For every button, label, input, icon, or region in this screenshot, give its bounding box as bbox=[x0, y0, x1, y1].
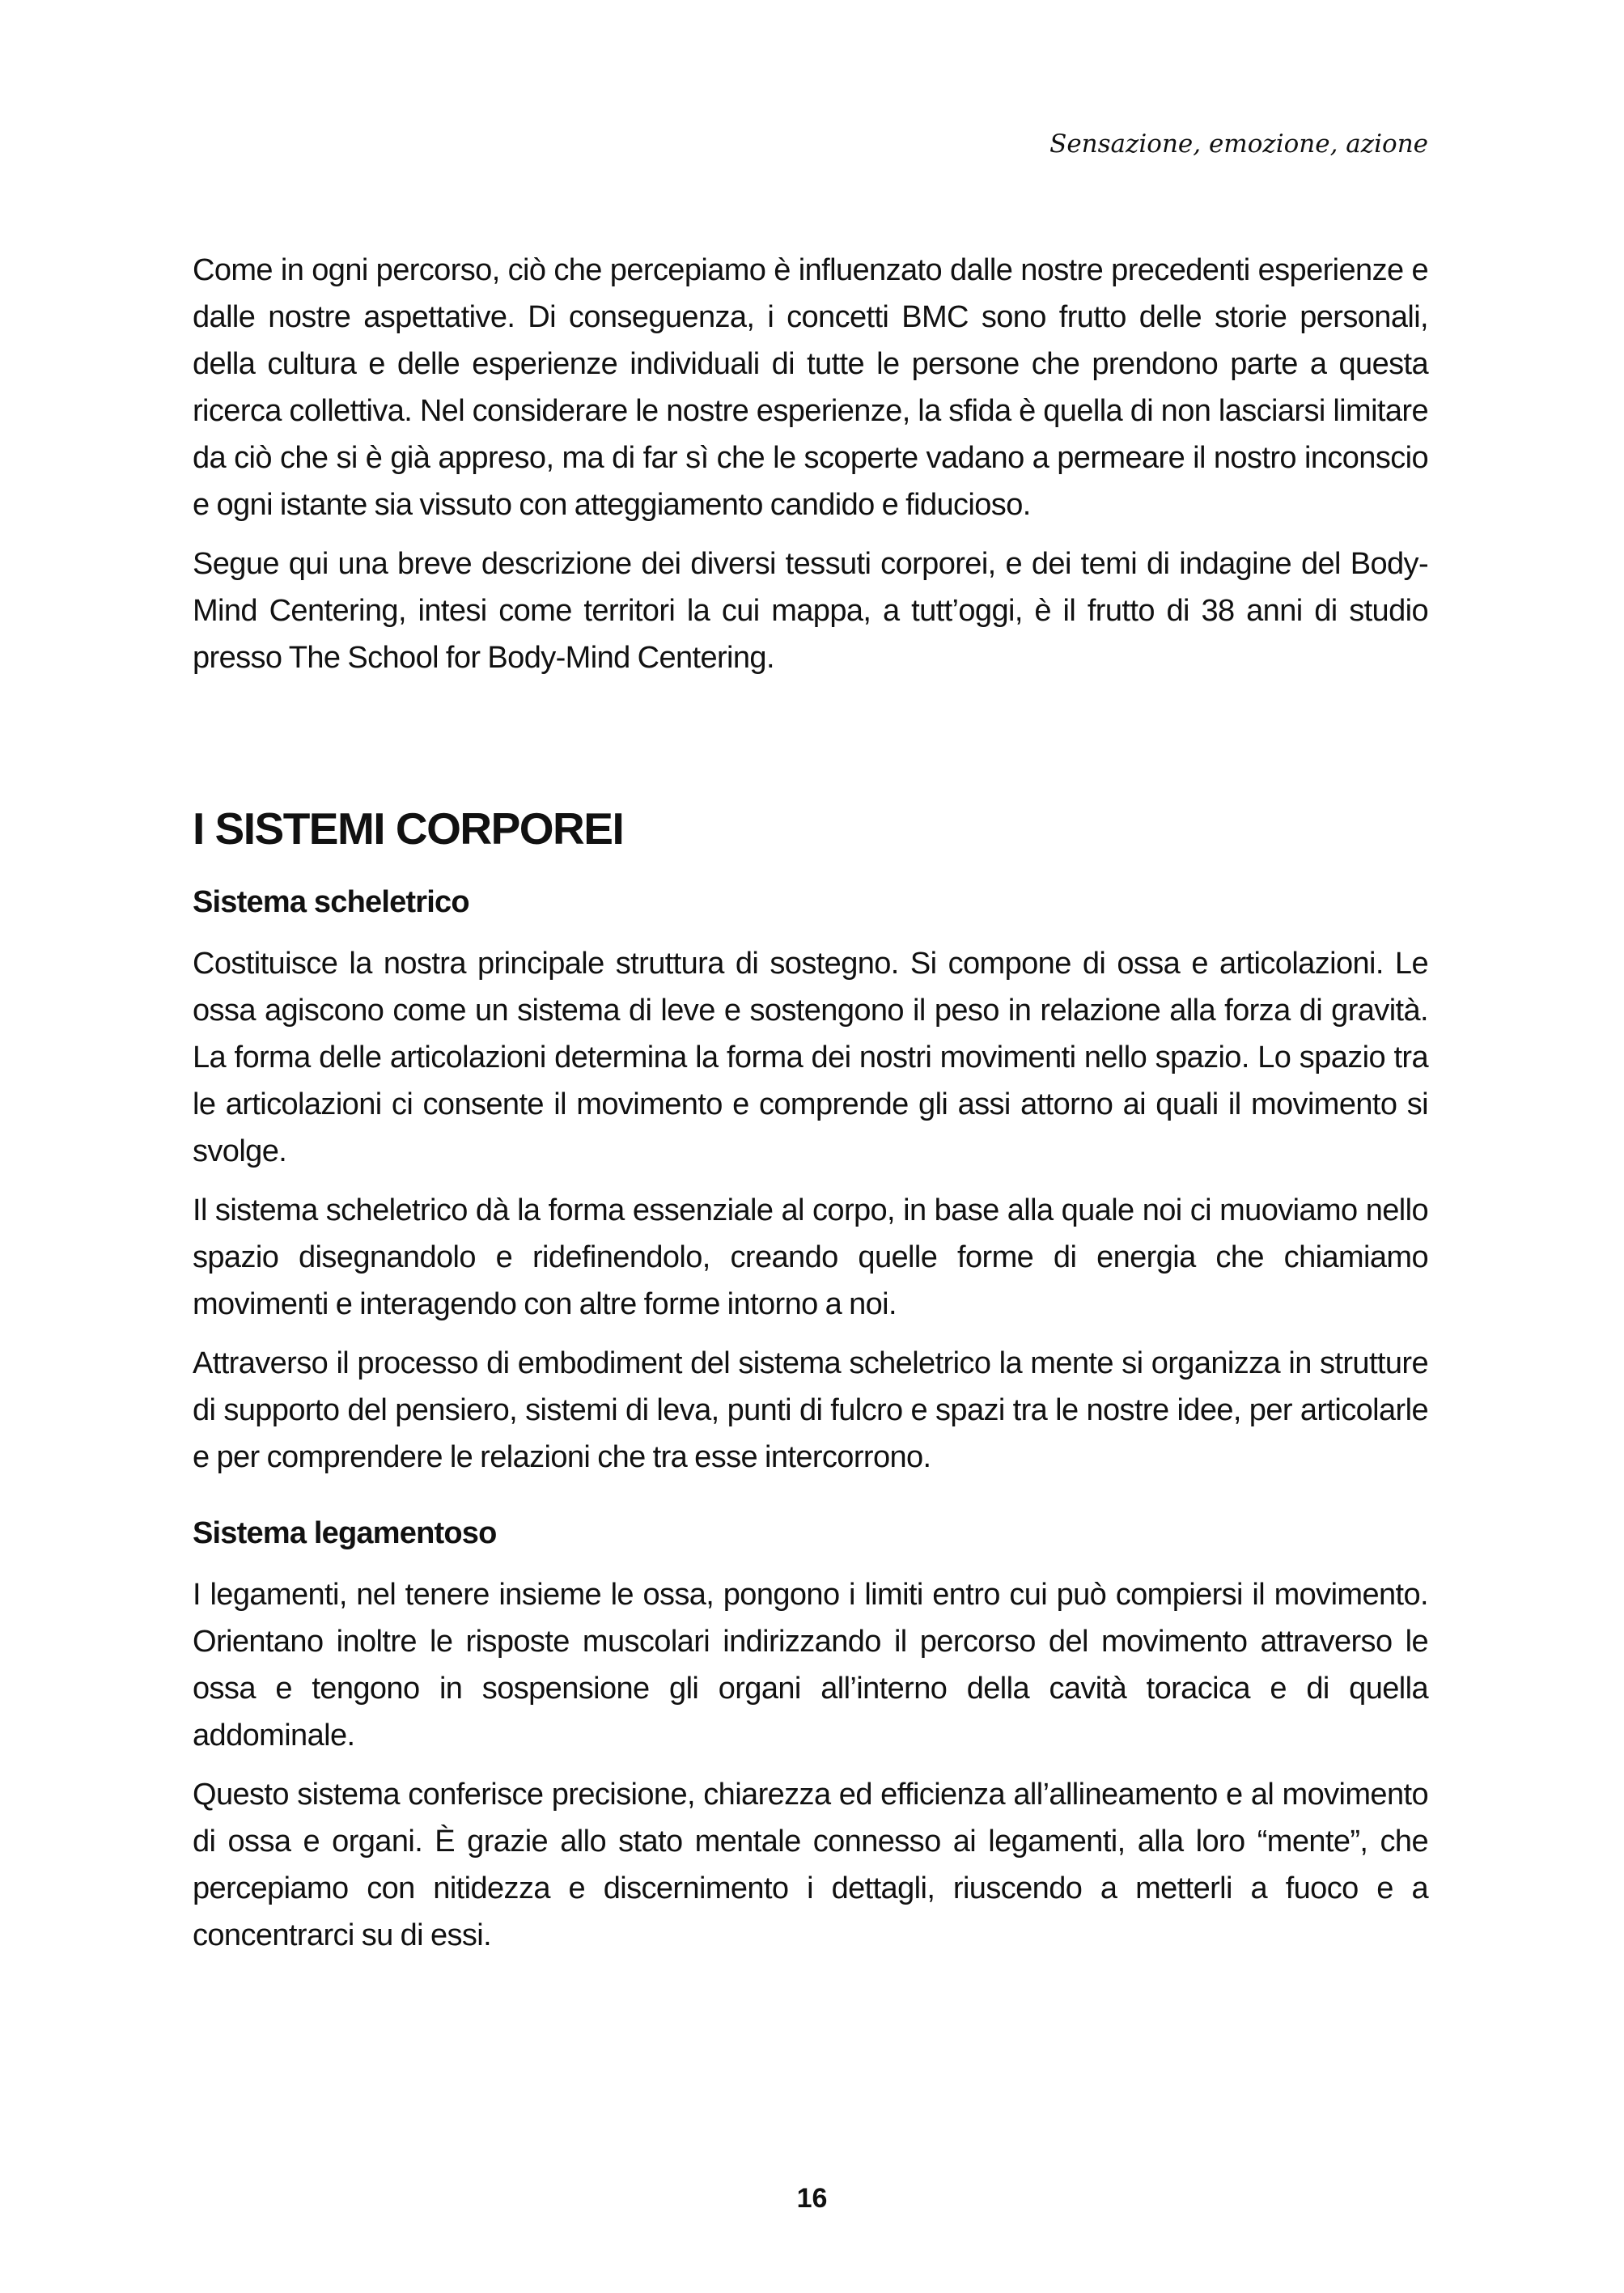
subsection-ligament-system bbox=[193, 1513, 1428, 1959]
skeletal-paragraph-2: Il sistema scheletrico dà la forma essenziale al corpo, in base alla quale noi ci muoviamo nello spazio disegnandolo e ridefinendolo, creando quelle forme di energia che chiamiamo movimenti e interagendo con altre forme intorno a noi. bbox=[193, 1193, 1428, 1321]
ligament-paragraph-1: I legamenti, nel tenere insieme le ossa, pongono i limiti entro cui può compiersi il movimento. Orientano inoltre le risposte muscolari indirizzando il percorso del movimento attraverso le ossa e tengono in sospensione gli organi all’interno della cavità toracica e di quella addominale. bbox=[193, 1578, 1428, 1753]
intro-paragraph-1: Come in ogni percorso, ciò che percepiamo è influenzato dalle nostre precedenti esperienze e dalle nostre aspettative. Di conseguenza, i concetti BMC sono frutto delle storie personali, della cultura e delle esperienze individuali di tutte le persone che prendono parte a questa ricerca collettiva. Nel considerare le nostre esperienze, la sfida è quella di non lasciarsi limitare da ciò che si è già appreso, ma di far sì che le scoperte vadano a permeare il nostro inconscio e ogni istante sia vissuto con atteggiamento candido e fiducioso. bbox=[193, 253, 1428, 522]
page-number: 16 bbox=[796, 2183, 828, 2214]
running-header: Sensazione, emozione, azione bbox=[1049, 129, 1428, 159]
subsection-skeletal-system bbox=[193, 882, 1428, 1481]
skeletal-paragraph-3: Attraverso il processo di embodiment del sistema scheletrico la mente si organizza in strutture di supporto del pensiero, sistemi di leva, punti di fulcro e spazi tra le nostre idee, per articolarle e per comprendere le relazioni che tra esse intercorrono. bbox=[193, 1346, 1428, 1474]
section-title: I SISTEMI CORPOREI bbox=[193, 803, 624, 854]
intro-section bbox=[193, 247, 1428, 681]
ligament-paragraph-2: Questo sistema conferisce precisione, chiarezza ed efficienza all’allineamento e al movimento di ossa e organi. È grazie allo stato mentale connesso ai legamenti, alla loro “mente”, che percepiamo con nitidezza e discernimento i dettagli, riuscendo a metterli a fuoco e a concentrarci su di essi. bbox=[193, 1778, 1428, 1952]
subsection-title-ligament: Sistema legamentoso bbox=[193, 1516, 497, 1550]
page-content bbox=[193, 247, 1428, 1971]
body-systems-section bbox=[193, 803, 1428, 1959]
intro-paragraph-2: Segue qui una breve descrizione dei diversi tessuti corporei, e dei temi di indagine del Body-Mind Centering, intesi come territori la cui mappa, a tutt’oggi, è il frutto di 38 anni di studio presso The School for Body-Mind Centering. bbox=[193, 547, 1428, 675]
skeletal-paragraph-1: Costituisce la nostra principale struttura di sostegno. Si compone di ossa e articolazioni. Le ossa agiscono come un sistema di leve e sostengono il peso in relazione alla forza di gravità. La forma delle articolazioni determina la forma dei nostri movimenti nello spazio. Lo spazio tra le articolazioni ci consente il movimento e comprende gli assi attorno ai quali il movimento si svolge. bbox=[193, 947, 1428, 1168]
subsection-title-skeletal: Sistema scheletrico bbox=[193, 885, 469, 919]
